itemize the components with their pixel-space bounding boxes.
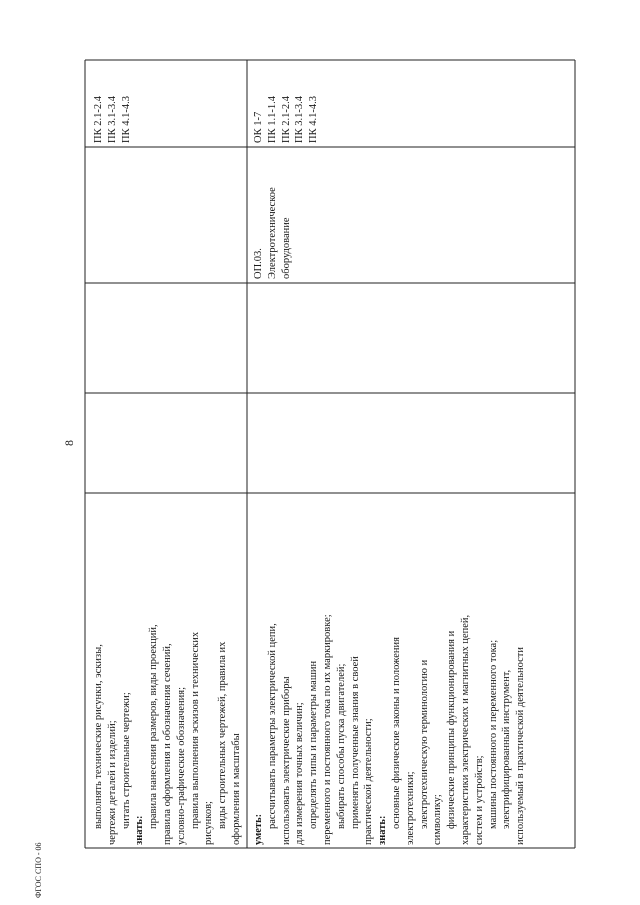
discipline-name-line1: Электротехническое [266,187,278,279]
knowledge-line: характеристики электрических и магнитных цепей, [459,614,471,845]
knowledge-line: знать: [377,815,389,845]
knowledge-line: электротехники; [404,771,416,845]
competency-code: ПК 4.1-4.3 [308,96,320,143]
knowledge-line: электрифицированный инструмент, [501,669,513,829]
competency-code: ПК 4.1-4.3 [120,96,132,143]
row2-knowledge-cell [252,495,528,845]
knowledge-line: символику; [432,794,444,845]
knowledge-line: использовать электрические приборы [280,676,292,845]
knowledge-line: условно-графические обозначения; [175,686,187,845]
knowledge-line: выбирать способы пуска двигателей; [335,663,347,829]
knowledge-line: знать: [134,815,146,845]
knowledge-line: уметь: [253,813,264,845]
knowledge-line: правила оформления и обозначения сечений, [161,643,173,845]
competency-code: ПК 1.1-1.4 [266,96,278,143]
knowledge-line: виды строительных чертежей, правила их [217,641,229,829]
row2-competencies-cell [252,63,321,143]
knowledge-line: практической деятельности; [363,718,375,845]
knowledge-line: чертежи деталей и изделий; [106,720,118,845]
knowledge-line: машины постоянного и переменного тока; [487,639,499,829]
knowledge-line: правила нанесения размеров, виды проекций, [148,624,160,829]
footer-label: ФГОС СПО - 06 [34,842,43,898]
row1-competencies-cell [92,63,133,143]
knowledge-line: физические принципы функционирования и [446,630,458,829]
knowledge-line: читать строительные чертежи; [120,692,132,829]
knowledge-line: правила выполнения эскизов и технических [189,631,201,829]
knowledge-line: рассчитывать параметры электрической цепи, [266,623,278,829]
knowledge-line: применять полученные знания в своей [349,656,361,829]
competency-code: ПК 3.1-3.4 [294,96,306,143]
competency-code: ПК 3.1-3.4 [106,96,118,143]
competency-code: ПК 2.1-2.4 [280,96,292,143]
knowledge-line: рисунков; [203,801,215,845]
competency-code: ПК 2.1-2.4 [93,96,104,143]
row2-discipline-cell [252,149,293,279]
knowledge-line: выполнять технические рисунки, эскизы, [93,644,104,829]
knowledge-line: оформления и масштабы [230,733,242,845]
knowledge-line: систем и устройств; [473,755,485,845]
knowledge-line: для измерения точных величин; [294,702,306,845]
knowledge-line: электротехническую терминологию и [418,659,430,829]
row1-knowledge-cell [92,495,244,845]
knowledge-line: используемый в практической деятельности [515,647,527,845]
discipline-name-line2: оборудование [280,217,292,279]
discipline-code: ОП.03. [253,248,264,279]
page-number: 8 [62,440,76,446]
knowledge-line: основные физические законы и положения [390,637,402,829]
competency-code: ОК 1-7 [253,111,264,143]
knowledge-line: переменного и постоянного тока по их маркировке; [321,614,333,845]
knowledge-line: определять типы и параметры машин [308,660,320,829]
